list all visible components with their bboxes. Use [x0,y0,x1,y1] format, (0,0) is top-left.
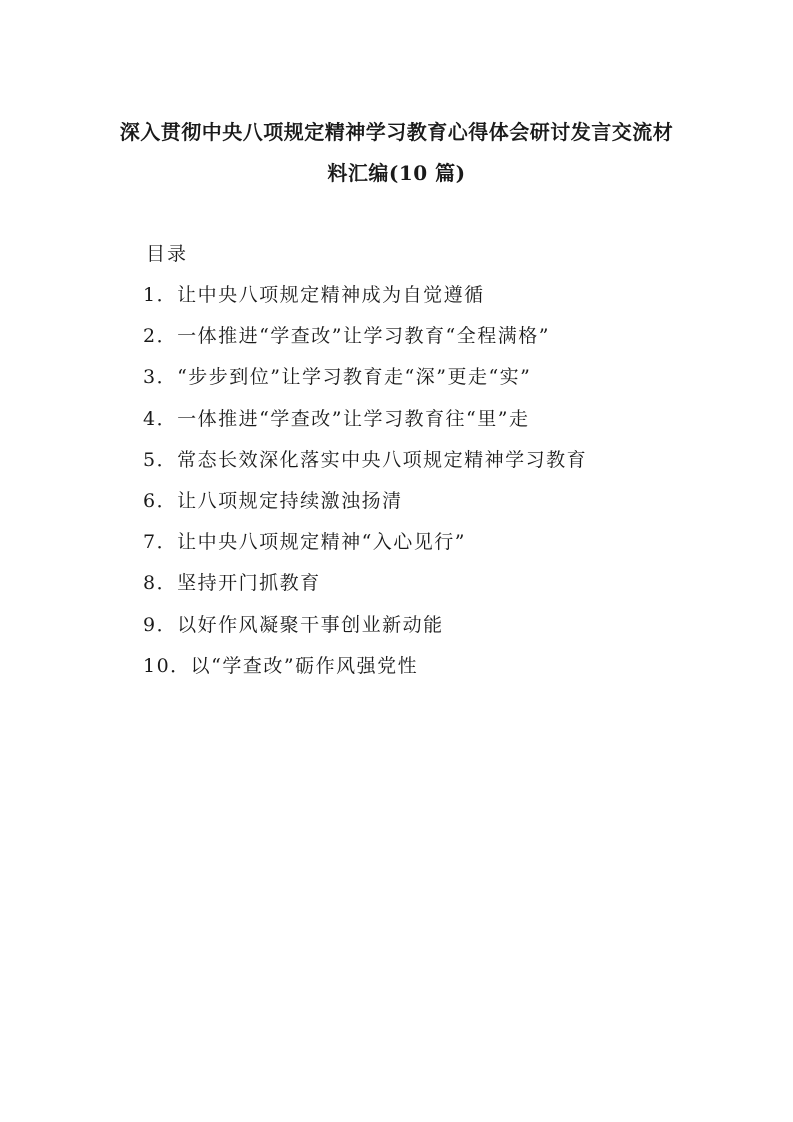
toc-list [143,283,587,695]
toc-item-1[interactable]: 1．让中央八项规定精神成为自觉遵循 [143,284,485,306]
toc-item-8[interactable]: 8．坚持开门抓教育 [143,572,321,595]
toc-item-3[interactable]: 3．“步步到位”让学习教育走“深”更走“实” [143,366,532,389]
toc-item-9[interactable]: 9．以好作风凝聚干事创业新动能 [143,613,444,636]
toc-item-10[interactable]: 10．以“学查改”砺作风强党性 [143,654,419,677]
toc-item-4[interactable]: 4．一体推进“学查改”让学习教育往“里”走 [143,407,530,430]
toc-item-6[interactable]: 6．让八项规定持续激浊扬清 [143,489,403,512]
document-title-line-1: 深入贯彻中央八项规定精神学习教育心得体会研讨发言交流材 [119,120,674,144]
toc-item-5[interactable]: 5．常态长效深化落实中央八项规定精神学习教育 [143,448,588,471]
toc-item-7[interactable]: 7．让中央八项规定精神“入心见行” [143,531,467,554]
toc-heading: 目录 [146,243,189,265]
document-title-line-2: 料汇编(10 篇) [327,161,466,185]
toc-item-2[interactable]: 2．一体推进“学查改”让学习教育“全程满格” [143,325,550,348]
